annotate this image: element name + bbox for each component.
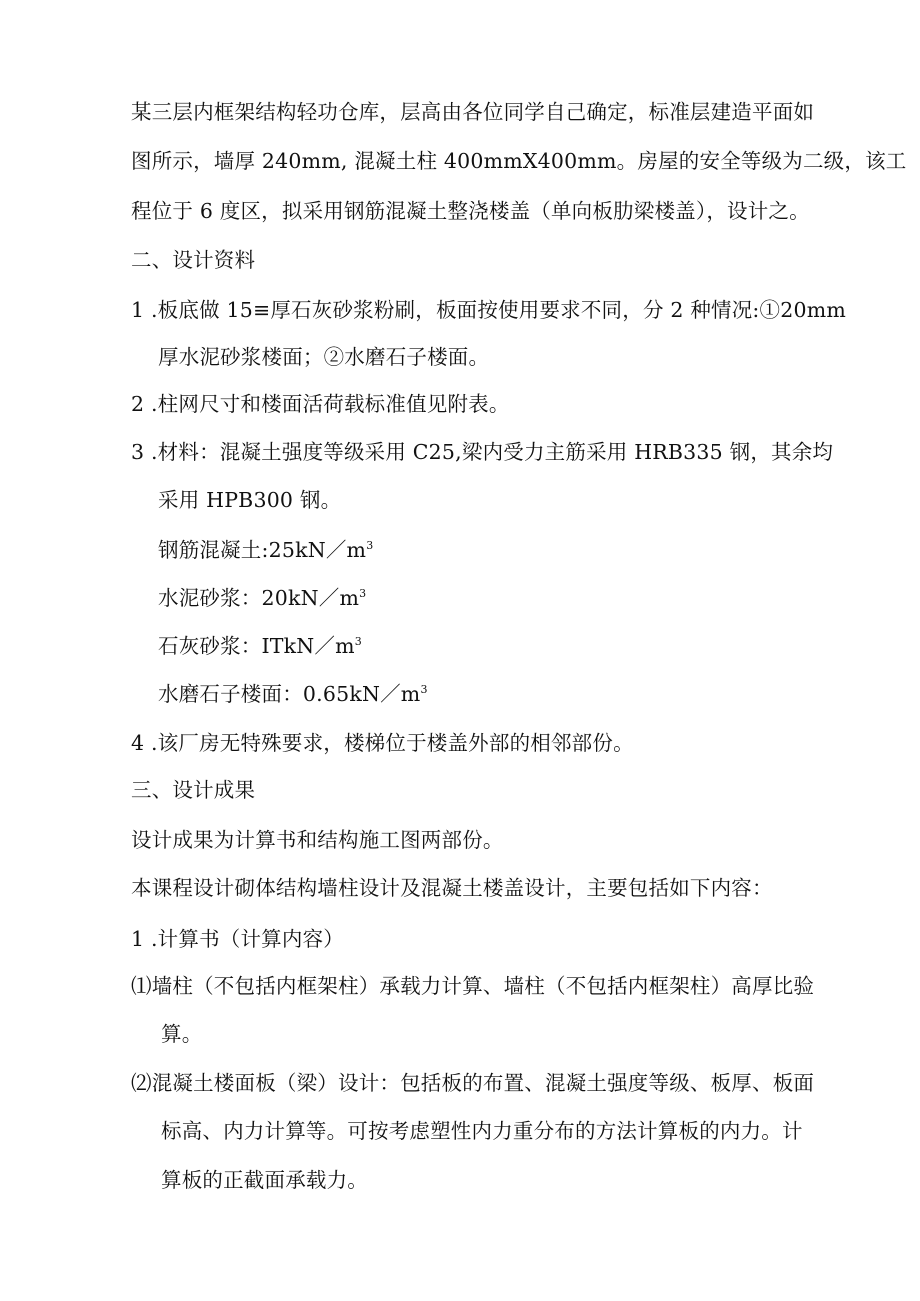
calc-item-1-line-1: ⑴墙柱（不包括内框架柱）承载力计算、墙柱（不包括内框架柱）高厚比验	[131, 974, 815, 998]
section-title-design-materials: 二、设计资料	[131, 248, 256, 272]
item-4: 4 .该厂房无特殊要求，楼梯位于楼盖外部的相邻部份。	[131, 731, 634, 755]
calc-item-2-line-1: ⑵混凝土楼面板（梁）设计：包括板的布置、混凝土强度等级、板厚、板面	[131, 1071, 815, 1095]
results-line-1: 设计成果为计算书和结构施工图两部份。	[131, 828, 504, 852]
intro-line-2: 图所示，墙厚 240mm, 混凝土柱 400mmX400mm。房屋的安全等级为二级，该工	[131, 149, 907, 173]
intro-line-1: 某三层内框架结构轻功仓库，层高由各位同学自己确定，标准层建造平面如	[131, 100, 815, 124]
material-reinforced-concrete: 钢筋混凝土$:25kN/m^3$	[158, 538, 374, 562]
item-2: 2 .柱网尺寸和楼面活荷载标准值见附表。	[131, 392, 510, 416]
item-1-line-2: 厚水泥砂浆楼面；②水磨石子楼面。	[158, 345, 490, 369]
material-lime-mortar: 石灰砂浆：$ITkN/m^3$	[158, 634, 362, 658]
calc-item-2-line-3: 算板的正截面承载力。	[161, 1168, 368, 1192]
calc-item-2-line-2: 标高、内力计算等。可按考虑塑性内力重分布的方法计算板的内力。计	[161, 1119, 803, 1143]
intro-line-3: 程位于 6 度区，拟采用钢筋混凝土整浇楼盖（单向板肋梁楼盖），设计之。	[131, 199, 810, 223]
results-line-2: 本课程设计砌体结构墙柱设计及混凝土楼盖设计，主要包括如下内容：	[131, 876, 773, 900]
material-terrazzo-floor: 水磨石子楼面：$0.65kN/m^3$	[158, 682, 428, 706]
calc-book-title: 1 .计算书（计算内容）	[131, 927, 344, 951]
section-title-design-results: 三、设计成果	[131, 778, 256, 802]
calc-item-1-line-2: 算。	[161, 1022, 203, 1046]
item-1-line-1: 1 .板底做 15≡厚石灰砂浆粉刷，板面按使用要求不同，分 2 种情况:①20mm	[131, 298, 846, 322]
material-cement-mortar: 水泥砂浆：$20kN/m^3$	[158, 586, 367, 610]
item-3-line-2: 采用 HPB300 钢。	[158, 488, 342, 512]
item-3-line-1: 3 .材料：混凝土强度等级采用 C25,梁内受力主筋采用 HRB335 钢，其余均	[131, 440, 834, 464]
